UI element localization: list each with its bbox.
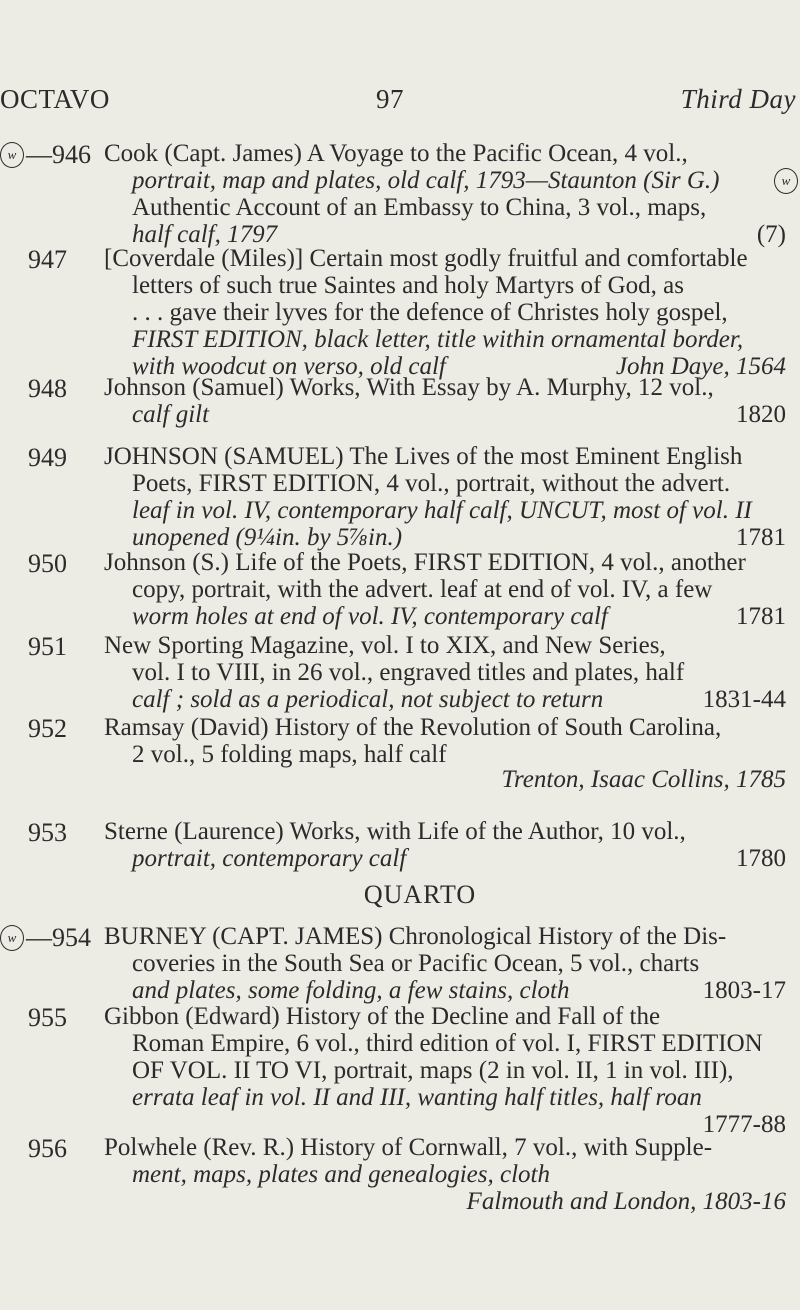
lot-line: vol. I to VIII, in 26 vol., engraved titles and plates, half bbox=[132, 659, 685, 686]
mark-dash: — bbox=[26, 140, 52, 169]
lot-line: calf gilt bbox=[132, 401, 210, 428]
lot-date: 1780 bbox=[736, 845, 786, 872]
lot-date: 1820 bbox=[736, 401, 786, 428]
lot-line: with woodcut on verso, old calf bbox=[132, 353, 446, 380]
section-heading: QUARTO bbox=[363, 880, 477, 909]
lot-number: 953 bbox=[28, 818, 67, 847]
marginal-w-mark: w bbox=[0, 142, 24, 168]
marginal-w-mark: w bbox=[0, 925, 24, 951]
lot-line: [Coverdale (Miles)] Certain most godly fruitful and comfortable bbox=[104, 245, 748, 272]
lot-line: New Sporting Magazine, vol. I to XIX, and New Series, bbox=[104, 632, 666, 659]
lot-date: Falmouth and London, 1803-16 bbox=[466, 1188, 786, 1215]
lot-number: 955 bbox=[28, 1003, 67, 1032]
lot-line: unopened (9¼in. by 5⅞in.) bbox=[132, 524, 403, 551]
lot-line: Cook (Capt. James) A Voyage to the Pacific Ocean, 4 vol., bbox=[104, 140, 688, 167]
lot-line: letters of such true Saintes and holy Martyrs of God, as bbox=[132, 272, 684, 299]
lot-number: 954 bbox=[52, 923, 91, 952]
lot-line: worm holes at end of vol. IV, contemporary calf bbox=[132, 603, 608, 630]
lot-line: coveries in the South Sea or Pacific Ocean, 5 vol., charts bbox=[132, 950, 700, 977]
lot-line: Poets, FIRST EDITION, 4 vol., portrait, without the advert. bbox=[132, 470, 731, 497]
lot-line: Polwhele (Rev. R.) History of Cornwall, 7 vol., with Supple- bbox=[104, 1134, 713, 1161]
lot-line: Authentic Account of an Embassy to China, 3 vol., maps, bbox=[132, 194, 707, 221]
lot-line: FIRST EDITION, black letter, title within ornamental border, bbox=[132, 326, 744, 353]
lot-description bbox=[104, 549, 786, 630]
lot-line: BURNEY (CAPT. JAMES) Chronological History of the Dis- bbox=[104, 923, 727, 950]
lot-date: 1803-17 bbox=[702, 977, 786, 1004]
lot-date: 1781 bbox=[736, 603, 786, 630]
lot-description bbox=[104, 1003, 786, 1138]
lot-number: 948 bbox=[28, 374, 67, 403]
lot-description bbox=[104, 1134, 786, 1215]
lot-line: . . . gave their lyves for the defence of Christes holy gospel, bbox=[132, 299, 728, 326]
lot-line: Ramsay (David) History of the Revolution of South Carolina, bbox=[104, 714, 722, 741]
lot-line: 2 vol., 5 folding maps, half calf bbox=[132, 741, 447, 768]
lot-line: Gibbon (Edward) History of the Decline and Fall of the bbox=[104, 1003, 661, 1030]
lot-number: 949 bbox=[28, 443, 67, 472]
lot-line: copy, portrait, with the advert. leaf at end of vol. IV, a few bbox=[132, 576, 713, 603]
lot-line: errata leaf in vol. II and III, wanting half titles, half roan bbox=[132, 1084, 702, 1111]
lot-description bbox=[104, 923, 786, 1004]
lot-number: 950 bbox=[28, 549, 67, 578]
mark-dash: — bbox=[26, 923, 52, 952]
lot-line: portrait, map and plates, old calf, 1793—Staunton (Sir G.) bbox=[132, 167, 720, 194]
lot-line: OF VOL. II TO VI, portrait, maps (2 in vol. II, 1 in vol. III), bbox=[132, 1057, 734, 1084]
lot-line: calf ; sold as a periodical, not subject to return bbox=[132, 686, 604, 713]
lot-description bbox=[104, 818, 786, 872]
lot-number: 947 bbox=[28, 245, 67, 274]
lot-line: portrait, contemporary calf bbox=[132, 845, 407, 872]
lot-line: half calf, 1797 bbox=[132, 221, 278, 248]
lot-date: 1781 bbox=[736, 524, 786, 551]
lot-description bbox=[104, 632, 786, 713]
lot-line: Johnson (S.) Life of the Poets, FIRST EDITION, 4 vol., another bbox=[104, 549, 746, 576]
lot-line: JOHNSON (SAMUEL) The Lives of the most Eminent English bbox=[104, 443, 743, 470]
lot-number: 951 bbox=[28, 632, 67, 661]
lot-line: ment, maps, plates and genealogies, cloth bbox=[132, 1161, 550, 1188]
lot-date: 1777-88 bbox=[702, 1111, 786, 1138]
page-number: 97 bbox=[376, 84, 404, 114]
header-day: Third Day bbox=[680, 84, 796, 114]
lot-description bbox=[104, 374, 786, 428]
lot-number: 956 bbox=[28, 1134, 67, 1163]
header-section: OCTAVO bbox=[0, 84, 110, 114]
lot-date: 1831-44 bbox=[702, 686, 786, 713]
lot-line: Roman Empire, 6 vol., third edition of vol. I, FIRST EDITION bbox=[132, 1030, 763, 1057]
lot-description bbox=[104, 245, 786, 380]
page-header bbox=[0, 84, 800, 124]
lot-line: leaf in vol. IV, contemporary half calf, UNCUT, most of vol. II bbox=[132, 497, 752, 524]
lot-number: 952 bbox=[28, 714, 67, 743]
lot-line: Sterne (Laurence) Works, with Life of the Author, 10 vol., bbox=[104, 818, 686, 845]
lot-line: Johnson (Samuel) Works, With Essay by A. Murphy, 12 vol., bbox=[104, 374, 714, 401]
lot-description bbox=[104, 443, 786, 551]
lot-date: Trenton, Isaac Collins, 1785 bbox=[501, 766, 786, 793]
lot-line: and plates, some folding, a few stains, cloth bbox=[132, 977, 570, 1004]
lot-number: 946 bbox=[52, 140, 91, 169]
lot-date: John Daye, 1564 bbox=[615, 353, 786, 380]
lot-date-wrap bbox=[104, 766, 786, 793]
lot-description bbox=[104, 714, 786, 768]
lot-description bbox=[104, 140, 786, 248]
marginal-w-mark-right: w bbox=[774, 168, 798, 194]
lot-date: (7) bbox=[756, 221, 786, 248]
